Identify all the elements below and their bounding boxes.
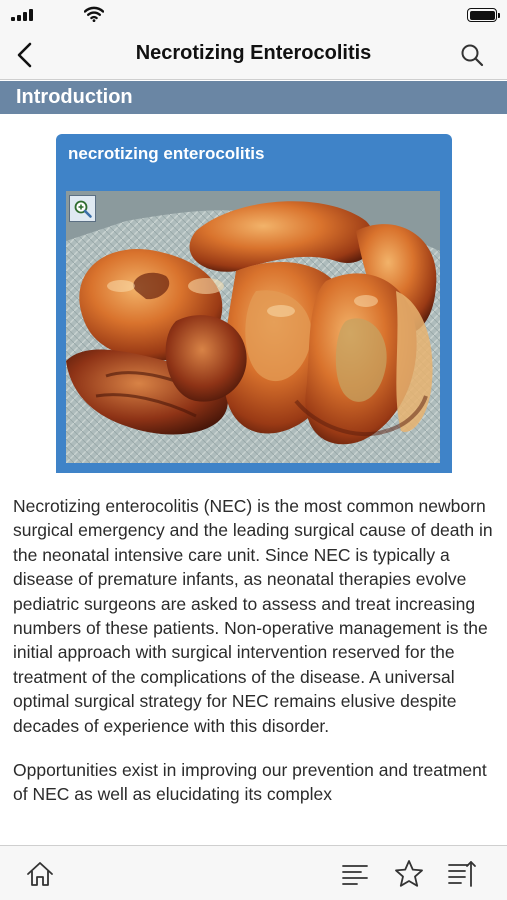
star-icon	[393, 858, 425, 890]
contents-list-icon	[340, 859, 370, 889]
paragraph: Necrotizing enterocolitis (NEC) is the most common newborn surgical emergency and the leading surgical cause of death in the neonatal intensive care unit. Since NEC is typically a disease of premature infants, as neonatal therapies evolve pediatric surgeons are asked to assess and treat increasing numbers of these patients. Non-operative management is the initial approach with surgical intervention reserved for the treatment of the complications of the disease. A universal optimal surgical strategy for NEC remains elusive despite decades of experience with this disorder.	[13, 496, 493, 736]
figure-card[interactable]	[56, 134, 452, 473]
notes-list-icon	[446, 858, 478, 890]
contents-button[interactable]	[337, 856, 373, 892]
section-header: Introduction	[0, 81, 507, 114]
bottom-toolbar	[0, 845, 507, 900]
chevron-left-icon	[15, 42, 35, 68]
paragraph: Opportunities exist in improving our prevention and treatment of NEC as well as elucidating its complex	[13, 760, 487, 805]
zoom-button[interactable]	[69, 195, 96, 222]
zoom-in-icon	[73, 199, 93, 219]
battery-icon	[467, 8, 497, 22]
search-icon	[460, 43, 484, 67]
figure-caption: necrotizing enterocolitis	[68, 144, 265, 163]
wifi-icon	[84, 6, 104, 22]
notes-button[interactable]	[444, 856, 480, 892]
page-title: Necrotizing Enterocolitis	[135, 42, 372, 64]
home-icon	[25, 859, 55, 889]
home-button[interactable]	[22, 856, 58, 892]
intestine-photo-illustration	[66, 191, 440, 463]
navigation-bar	[0, 30, 507, 80]
back-button[interactable]	[6, 36, 44, 74]
search-button[interactable]	[455, 38, 489, 72]
status-bar	[0, 0, 507, 30]
cellular-signal-icon	[11, 9, 33, 21]
article-body	[13, 494, 497, 827]
clinical-photo[interactable]	[66, 191, 440, 463]
favorite-button[interactable]	[391, 856, 427, 892]
